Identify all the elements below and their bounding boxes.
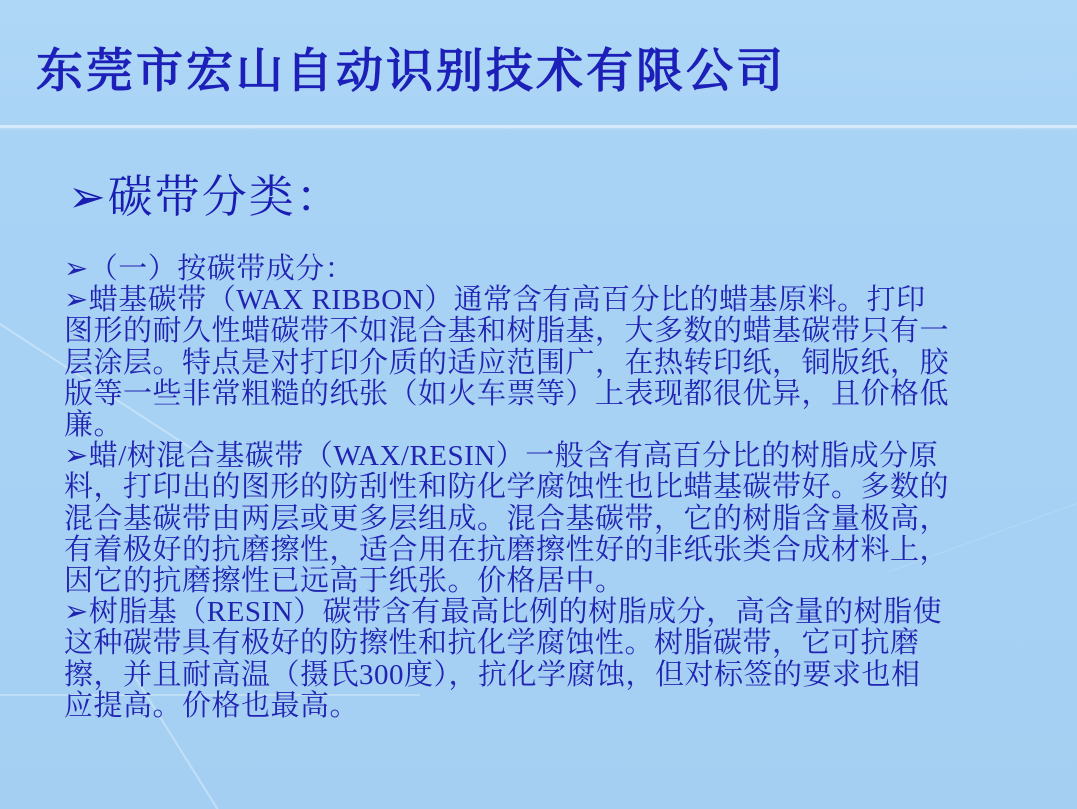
body-line: 擦，并且耐高温（摄氏300度），抗化学腐蚀，但对标签的要求也相 [64,658,921,691]
paragraph-resin-ribbon [64,597,949,722]
title-divider-line [0,125,1077,128]
paragraph-composition-header [64,254,949,285]
body-line: ➢蜡基碳带（WAX RIBBON）通常含有高百分比的蜡基原料。打印 [64,284,926,317]
body-line: 层涂层。特点是对打印介质的适应范围广，在热转印纸，铜版纸，胶 [64,346,950,379]
company-title: 东莞市宏山自动识别技术有限公司 [36,44,786,97]
body-line: 料，打印出的图形的防刮性和防化学腐蚀性也比蜡基碳带好。多数的 [64,471,950,504]
body-line: ➢蜡/树混合基碳带（WAX/RESIN）一般含有高百分比的树脂成分原 [64,440,939,473]
paragraph-wax-ribbon [64,285,949,441]
body-line: 混合基碳带由两层或更多层组成。混合基碳带，它的树脂含量极高， [64,502,950,535]
paragraph-wax-resin-ribbon [64,441,949,597]
body-line: 应提高。价格也最高。 [64,689,360,722]
body-line: 版等一些非常粗糙的纸张（如火车票等）上表现都很优异，且价格低 [64,377,950,410]
body-line: 因它的抗磨擦性已远高于纸张。价格居中。 [64,565,625,598]
body-line: 廉。 [64,409,124,442]
body-line: 有着极好的抗磨擦性，适合用在抗磨擦性好的非纸张类合成材料上， [64,533,950,566]
section-heading: ➢碳带分类： [68,172,343,222]
slide-body [64,254,949,722]
body-line: ➢树脂基（RESIN）碳带含有最高比例的树脂成分，高含量的树脂使 [64,596,943,629]
body-line: 图形的耐久性蜡碳带不如混合基和树脂基，大多数的蜡基碳带只有一 [64,315,950,348]
body-line: 这种碳带具有极好的防擦性和抗化学腐蚀性。树脂碳带，它可抗磨 [64,627,920,660]
body-line: ➢（一）按碳带成分： [64,253,355,285]
